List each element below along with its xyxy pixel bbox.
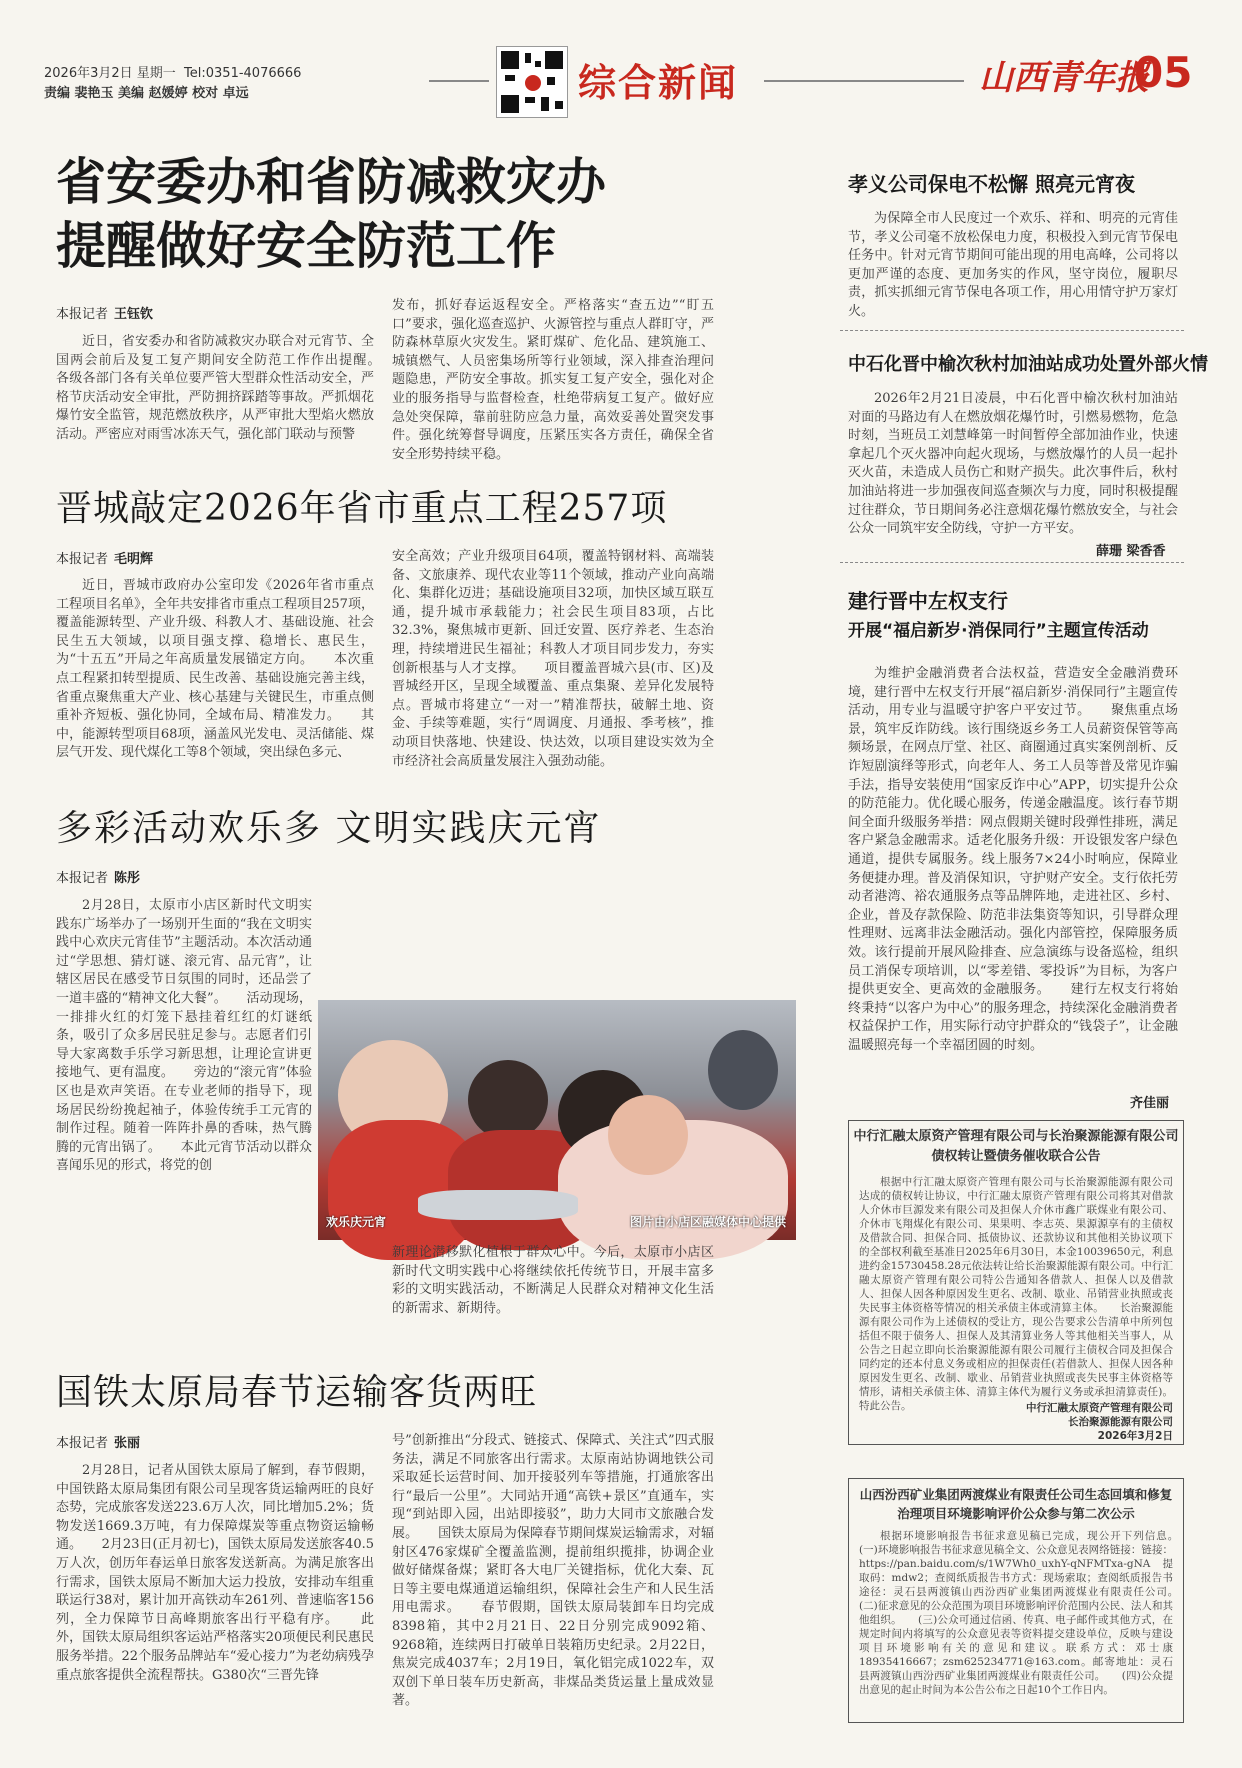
side3-headline-line1: 建行晋中左权支行 xyxy=(848,589,1008,613)
article4-col2 xyxy=(392,1432,714,1724)
photo-caption-left: 欢乐庆元宵 xyxy=(326,1215,387,1229)
article2-byline xyxy=(56,548,153,567)
masthead-rule-left xyxy=(429,80,489,82)
side1-body-text: 为保障全市人民度过一个欢乐、祥和、明亮的元宵佳节，孝义公司毫不放松保电力度，积极投入到元宵节保电任务中。针对元宵节期间可能出现的用电高峰，公司将以更加严谨的态度、更加务实的作风，坚守岗位，履职尽责，抓实抓细元宵节保电各项工作，用心用情守护万家灯火。 xyxy=(848,211,1178,319)
notice1-body-text: 根据中行汇融太原资产管理有限公司与长治聚源能源有限公司达成的债权转让协议，中行汇融太原资产管理有限公司将其对借款人介休市巨源发来有限公司及担保人介休市鑫广联煤业有限公司、介休市飞翔煤化有限公司、果果明、李志英、果源源享有的主债权及借款合同、担保合同、抵债协议、还款协议和其他相关协议项下的全部权利截至基准日2025年6月30日，本金10039650元，利息进约金15730458.28元依法转让给长治聚源能源有限公司。中行汇融太原资产管理有限公司特公告通知各借款人、担保人以及借款人、担保人因各种原因发生更名、改制、歇业、吊销营业执照或丧失民事主体资格等情况的相关承债主体或清算主体。 长治聚源能源有限公司作为上述债权的受让方，现公告要求公告清单中所列包括但不限于债务人、担保人及其清算业务人等其他相关当事人，从公告之日起立即向长治聚源能源有限公司履行主债权合同及担保合同约定的还本付息义务或相应的担保责任(若借款人、担保人因各种原因发生更名、改制、歇业、吊销营业执照或丧失民事主体资格等情形，请相关承债主体、清算主体代为履行义务或承担清算责任)。特此公告。 xyxy=(859,1176,1173,1412)
notice1-date: 2026年3月2日 xyxy=(1097,1430,1173,1442)
article4-byline xyxy=(56,1432,140,1451)
notice1-title-line1: 中行汇融太原资产管理有限公司与长治聚源能源有限公司 xyxy=(853,1129,1179,1144)
section-title: 综合新闻 xyxy=(578,60,739,105)
side3-headline xyxy=(848,586,1149,646)
article3-col1 xyxy=(56,897,312,1215)
side1-body xyxy=(848,210,1178,322)
side3-body xyxy=(848,665,1178,1089)
divider xyxy=(840,562,1184,563)
article4-col2-text: 号”创新推出“分段式、链接式、保障式、关注式”四式服务法，满足不同旅客出行需求。太原南站协调地铁公司采取延长运营时间、加开接驳列车等措施，打通旅客出行“最后一公里”。大同站开通“高铁+景区”直通车，实现“到站即入园，出站即接驳”，助力大同市文旅融合发展。 国铁太原局为保障春节期间煤炭运输需求，对辐射区476家煤矿全覆盖监测，提前组织揽排，协调企业做好储煤备煤；紧盯各大电厂关键指标，优化大秦、瓦日等主要电煤通道运输组织，保障社会生产和人民生活用电需求。 春节假期，国铁太原局装卸车日均完成8398箱，其中2月21日、22日分别完成9092箱、9268箱，连续两日打破单日装箱历史纪录。2月22日，焦炭完成4037车；2月19日，氧化铝完成1022车，双双创下单日装车历史新高，非煤品类货运量上量成效显著。 xyxy=(392,1433,714,1709)
masthead xyxy=(44,38,1194,118)
notice2-title-line2: 治理项目环境影响评价公众参与第二次公示 xyxy=(897,1506,1135,1521)
article2-col2-text: 安全高效；产业升级项目64项，覆盖特钢材料、高端装备、文旅康养、现代农业等11个领域，推动产业向高端化、集群化迈进；基础设施项目32项，加快区域互联互通，提升城市承载能力；社会民生项目83项，占比32.3%，聚焦城市更新、回迁安置、医疗养老、生态治理，持续增进民生福祉；科教人才项目同步发力，夯实创新根基与人才支撑。 项目覆盖晋城六县(市、区)及晋城经开区，呈现全域覆盖、重点集聚、差异化发展特点。晋城市将建立“一对一”精准帮扶，破解土地、资金、手续等难题，实行“周调度、月通报、季考核”，推动项目快落地、快建设、快达效，以项目建设实效为全市经济社会高质量发展注入强劲动能。 xyxy=(392,549,714,769)
article3-headline: 多彩活动欢乐多 文明实践庆元宵 xyxy=(56,808,602,849)
article3-col2 xyxy=(392,1244,714,1316)
byline-name: 张丽 xyxy=(114,1436,141,1451)
phone-number: Tel:0351-4076666 xyxy=(184,66,302,81)
newspaper-logo: 山西青年报 xyxy=(979,58,1149,98)
notice1-signer1: 中行汇融太原资产管理有限公司 xyxy=(1026,1402,1173,1414)
article1-col1 xyxy=(56,333,401,442)
article2-col2 xyxy=(392,548,714,769)
side2-headline: 中石化晋中榆次秋村加油站成功处置外部火情 xyxy=(848,354,1208,375)
notice1-signer2: 长治聚源能源有限公司 xyxy=(1068,1416,1173,1428)
editor-credits: 责编 裴艳玉 美编 赵媛婷 校对 卓远 xyxy=(44,86,249,101)
side3-body-text: 为维护金融消费者合法权益，营造安全金融消费环境，建行晋中左权支行开展“福启新岁·消保同行”主题宣传活动，用专业与温暖守护客户平安过节。 聚焦重点场景，筑牢反诈防线。该行围绕返乡务工人员薪资保管等高频场景，在网点厅堂、社区、商圈通过真实案例剖析、反诈短剧演绎等形式，向老年人、务工人员等普及常见诈骗手法，指导安装使用“国家反诈中心”APP，切实提升公众的防范能力。优化暖心服务，传递金融温度。该行春节期间全面升级服务举措：网点假期关键时段弹性排班，满足客户紧急金融需求。适老化服务升级：开设银发客户绿色通道，提供专属服务。线上服务7×24小时响应，保障业务便捷办理。普及消保知识，守护财产安全。支行依托劳动者港湾、裕农通服务点等品牌阵地，走进社区、乡村、企业，普及存款保险、防范非法集资等知识，引导群众理性理财、远离非法金融活动。强化内部管控，保障服务质效。该行提前开展风险排查、应急演练与设备巡检，组织员工消保专项培训，以“零差错、零投诉”为目标，为客户提供更安全、更高效的金融服务。 建行左权支行将始终秉持“以客户为中心”的服务理念，持续深化金融消费者权益保护工作，用实际行动守护群众的“钱袋子”，让金融温暖照亮每一个幸福团圆的时刻。 xyxy=(848,666,1178,1053)
byline-name: 陈彤 xyxy=(114,871,141,886)
article3-byline xyxy=(56,867,140,886)
notice1-body xyxy=(859,1175,1173,1412)
article1-headline-line1: 省安委办和省防减救灾办 xyxy=(56,152,606,211)
byline-name: 王钰钦 xyxy=(114,307,154,322)
article1-col2 xyxy=(392,297,714,462)
article2-col1-text: 近日，晋城市政府办公室印发《2026年省市重点工程项目名单》，全年共安排省市重点工程项目257项，覆盖能源转型、产业升级、科教人才、基础设施、社会民生五大领域，以项目强支撑、稳增长、惠民生，为“十五五”开局之年高质量发展锚定方向。 本次重点工程紧扣转型提质、民生改善、基础设施完善主线，省重点聚焦重大产业、核心基建与关键民生，市重点侧重补齐短板、强化协同，全域布局、精准发力。 其中，能源转型项目68项，涵盖风光发电、灵活储能、煤层气开发、现代煤化工等8个领域，突出绿色多元、 xyxy=(56,578,374,761)
page-number: 05 xyxy=(1134,48,1193,97)
article3-col1-text: 2月28日，太原市小店区新时代文明实践东广场举办了一场别开生面的“我在文明实践中心欢庆元宵佳节”主题活动。本次活动通过“学思想、猜灯谜、滚元宵、品元宵”，让辖区居民在感受节日氛围的同时，还品尝了一道丰盛的“精神文化大餐”。 活动现场，一排排火红的灯笼下悬挂着红红的灯谜纸条，吸引了众多居民驻足参与。志愿者们引导大家离数手乐学习新思想，让理论宣讲更接地气、更有温度。 旁边的“滚元宵”体验区也是欢声笑语。在专业老师的指导下，现场居民纷纷挽起袖子，体验传统手工元宵的制作过程。随着一阵阵扑鼻的香味，热气腾腾的元宵出锅了。 本此元宵节活动以群众喜闻乐见的形式，将党的创 xyxy=(56,898,312,1174)
notice2-title xyxy=(849,1485,1183,1523)
article1-byline xyxy=(56,303,153,322)
side3-signature: 齐佳丽 xyxy=(1130,1096,1170,1111)
qr-code-icon[interactable] xyxy=(496,46,568,118)
article2-headline: 晋城敲定2026年省市重点工程257项 xyxy=(56,488,668,529)
side2-signature: 薛珊 梁香香 xyxy=(1096,544,1166,559)
article1-col2-text: 发布，抓好春运返程安全。严格落实“查五边”“盯五口”要求，强化巡查巡护、火源管控与重点人群盯守，严防森林草原火灾发生。紧盯煤矿、危化品、建筑施工、城镇燃气、人员密集场所等行业领域，深入排查治理问题隐患，严防安全事故。抓实复工复产安全，强化对企业的服务指导与监督检查，杜绝带病复工复产。做好应急处突保障，靠前驻防应急力量，高效妥善处置突发事件。强化统筹督导调度，压紧压实各方责任，确保全省安全形势持续平稳。 xyxy=(392,298,714,462)
notice2-body xyxy=(859,1529,1194,1719)
side2-body xyxy=(848,390,1178,540)
byline-label: 本报记者 xyxy=(56,1436,109,1451)
side3-headline-line2: 开展“福启新岁·消保同行”主题宣传活动 xyxy=(848,621,1149,641)
notice2-body-text: 根据环境影响报告书征求意见稿已完成，现公开下列信息。 (一)环境影响报告书征求意见稿全文、公众意见表网络链接：链接：https://pan.baidu.com/s/1W7Wh0_uxhY-qNFMTxa-gNA 提取码：mdw2；查阅纸质报告书方式：现场索取；查阅纸质报告书途径：灵石县两渡镇山西汾西矿业集团两渡煤业有限责任公司。 (二)征求意见的公众范围为项目环境影响评价范围内公民、法人和其他组织。 (三)公众可通过信函、传真、电子邮件或其他方式，在规定时间内将填写的公众意见表等资料提交建设单位，反映与建设项目环境影响有关的意见和建议。联系方式：邓士康 18935416667；zsm625234771@163.com。邮寄地址：灵石县两渡镇山西汾西矿业集团两渡煤业有限责任公司。 (四)公众提出意见的起止时间为本公告公布之日起10个工作日内。 xyxy=(859,1530,1194,1696)
article1-headline xyxy=(56,150,606,278)
photo-credit: 图片由小店区融媒体中心提供 xyxy=(629,1215,786,1229)
notice1-title-line2: 债权转让暨债务催收联合公告 xyxy=(931,1149,1101,1164)
article3-col2-text: 新理论潜移默化植根于群众心中。今后，太原市小店区新时代文明实践中心将继续依托传统节日，开展丰富多彩的文明实践活动，不断满足人民群众对精神文化生活的新需求、新期待。 xyxy=(392,1245,714,1316)
article1-col1-text: 近日，省安委办和省防减救灾办联合对元宵节、全国两会前后及复工复产期间安全防范工作作出提醒。 各级各部门各有关单位要严管大型群众性活动安全，严格节庆活动安全审批，严防拥挤踩踏等事故。严抓烟花爆竹安全监管，规范燃放秩序，从严审批大型焰火燃放活动。严密应对雨雪冰冻天气，强化部门联动与预警 xyxy=(56,334,401,442)
notice1-title xyxy=(849,1127,1183,1167)
masthead-meta xyxy=(44,64,301,104)
article1-headline-line2: 提醒做好安全防范工作 xyxy=(56,216,556,275)
notice2-title-line1: 山西汾西矿业集团两渡煤业有限责任公司生态回填和修复 xyxy=(859,1487,1173,1502)
byline-label: 本报记者 xyxy=(56,871,109,886)
article2-col1 xyxy=(56,577,374,765)
divider xyxy=(840,330,1184,331)
issue-date: 2026年3月2日 星期一 xyxy=(44,66,176,81)
article4-col1 xyxy=(56,1462,374,1724)
article4-col1-text: 2月28日，记者从国铁太原局了解到，春节假期，中国铁路太原局集团有限公司呈现客货运输两旺的良好态势，完成旅客发送223.6万人次，同比增加5.2%；货物发送1669.3万吨，有力保障煤炭等重点物资运输畅通。 2月23日(正月初七)，国铁太原局发送旅客40.5万人次，创历年春运单日旅客发送新高。为满足旅客出行需求，国铁太原局不断加大运力投放，安排动车组重联运行38对，累计加开高铁动车261列、普速临客156列，全力保障节日高峰期旅客出行平稳有序。 此外，国铁太原局组织客运站严格落实20项便民利民惠民服务举措。22个服务品牌站车“爱心接力”为老幼病残孕重点旅客提供全流程帮扶。G380次“三晋先锋 xyxy=(56,1463,374,1683)
byline-name: 毛明辉 xyxy=(114,552,154,567)
byline-label: 本报记者 xyxy=(56,552,109,567)
side2-body-text: 2026年2月21日凌晨，中石化晋中榆次秋村加油站对面的马路边有人在燃放烟花爆竹时，引燃易燃物，危急时刻，当班员工刘慧峰第一时间暂停全部加油作业，快速拿起几个灭火器冲向起火现场，与燃放爆竹的人员一起扑灭火苗，未造成人员伤亡和财产损失。此次事件后，秋村加油站将进一步加强夜间巡查频次与力度，同时积极提醒过往群众，节日期间务必注意烟花爆竹燃放安全，与社会公众一同筑牢安全防线，守护一方平安。 xyxy=(848,391,1178,537)
side1-headline: 孝义公司保电不松懈 照亮元宵夜 xyxy=(848,172,1135,196)
lantern-festival-photo xyxy=(318,1000,796,1240)
debt-transfer-notice xyxy=(848,1120,1184,1445)
article4-headline: 国铁太原局春节运输客货两旺 xyxy=(56,1372,538,1413)
eia-public-notice xyxy=(848,1478,1194,1723)
byline-label: 本报记者 xyxy=(56,307,109,322)
masthead-rule-right xyxy=(764,80,964,82)
